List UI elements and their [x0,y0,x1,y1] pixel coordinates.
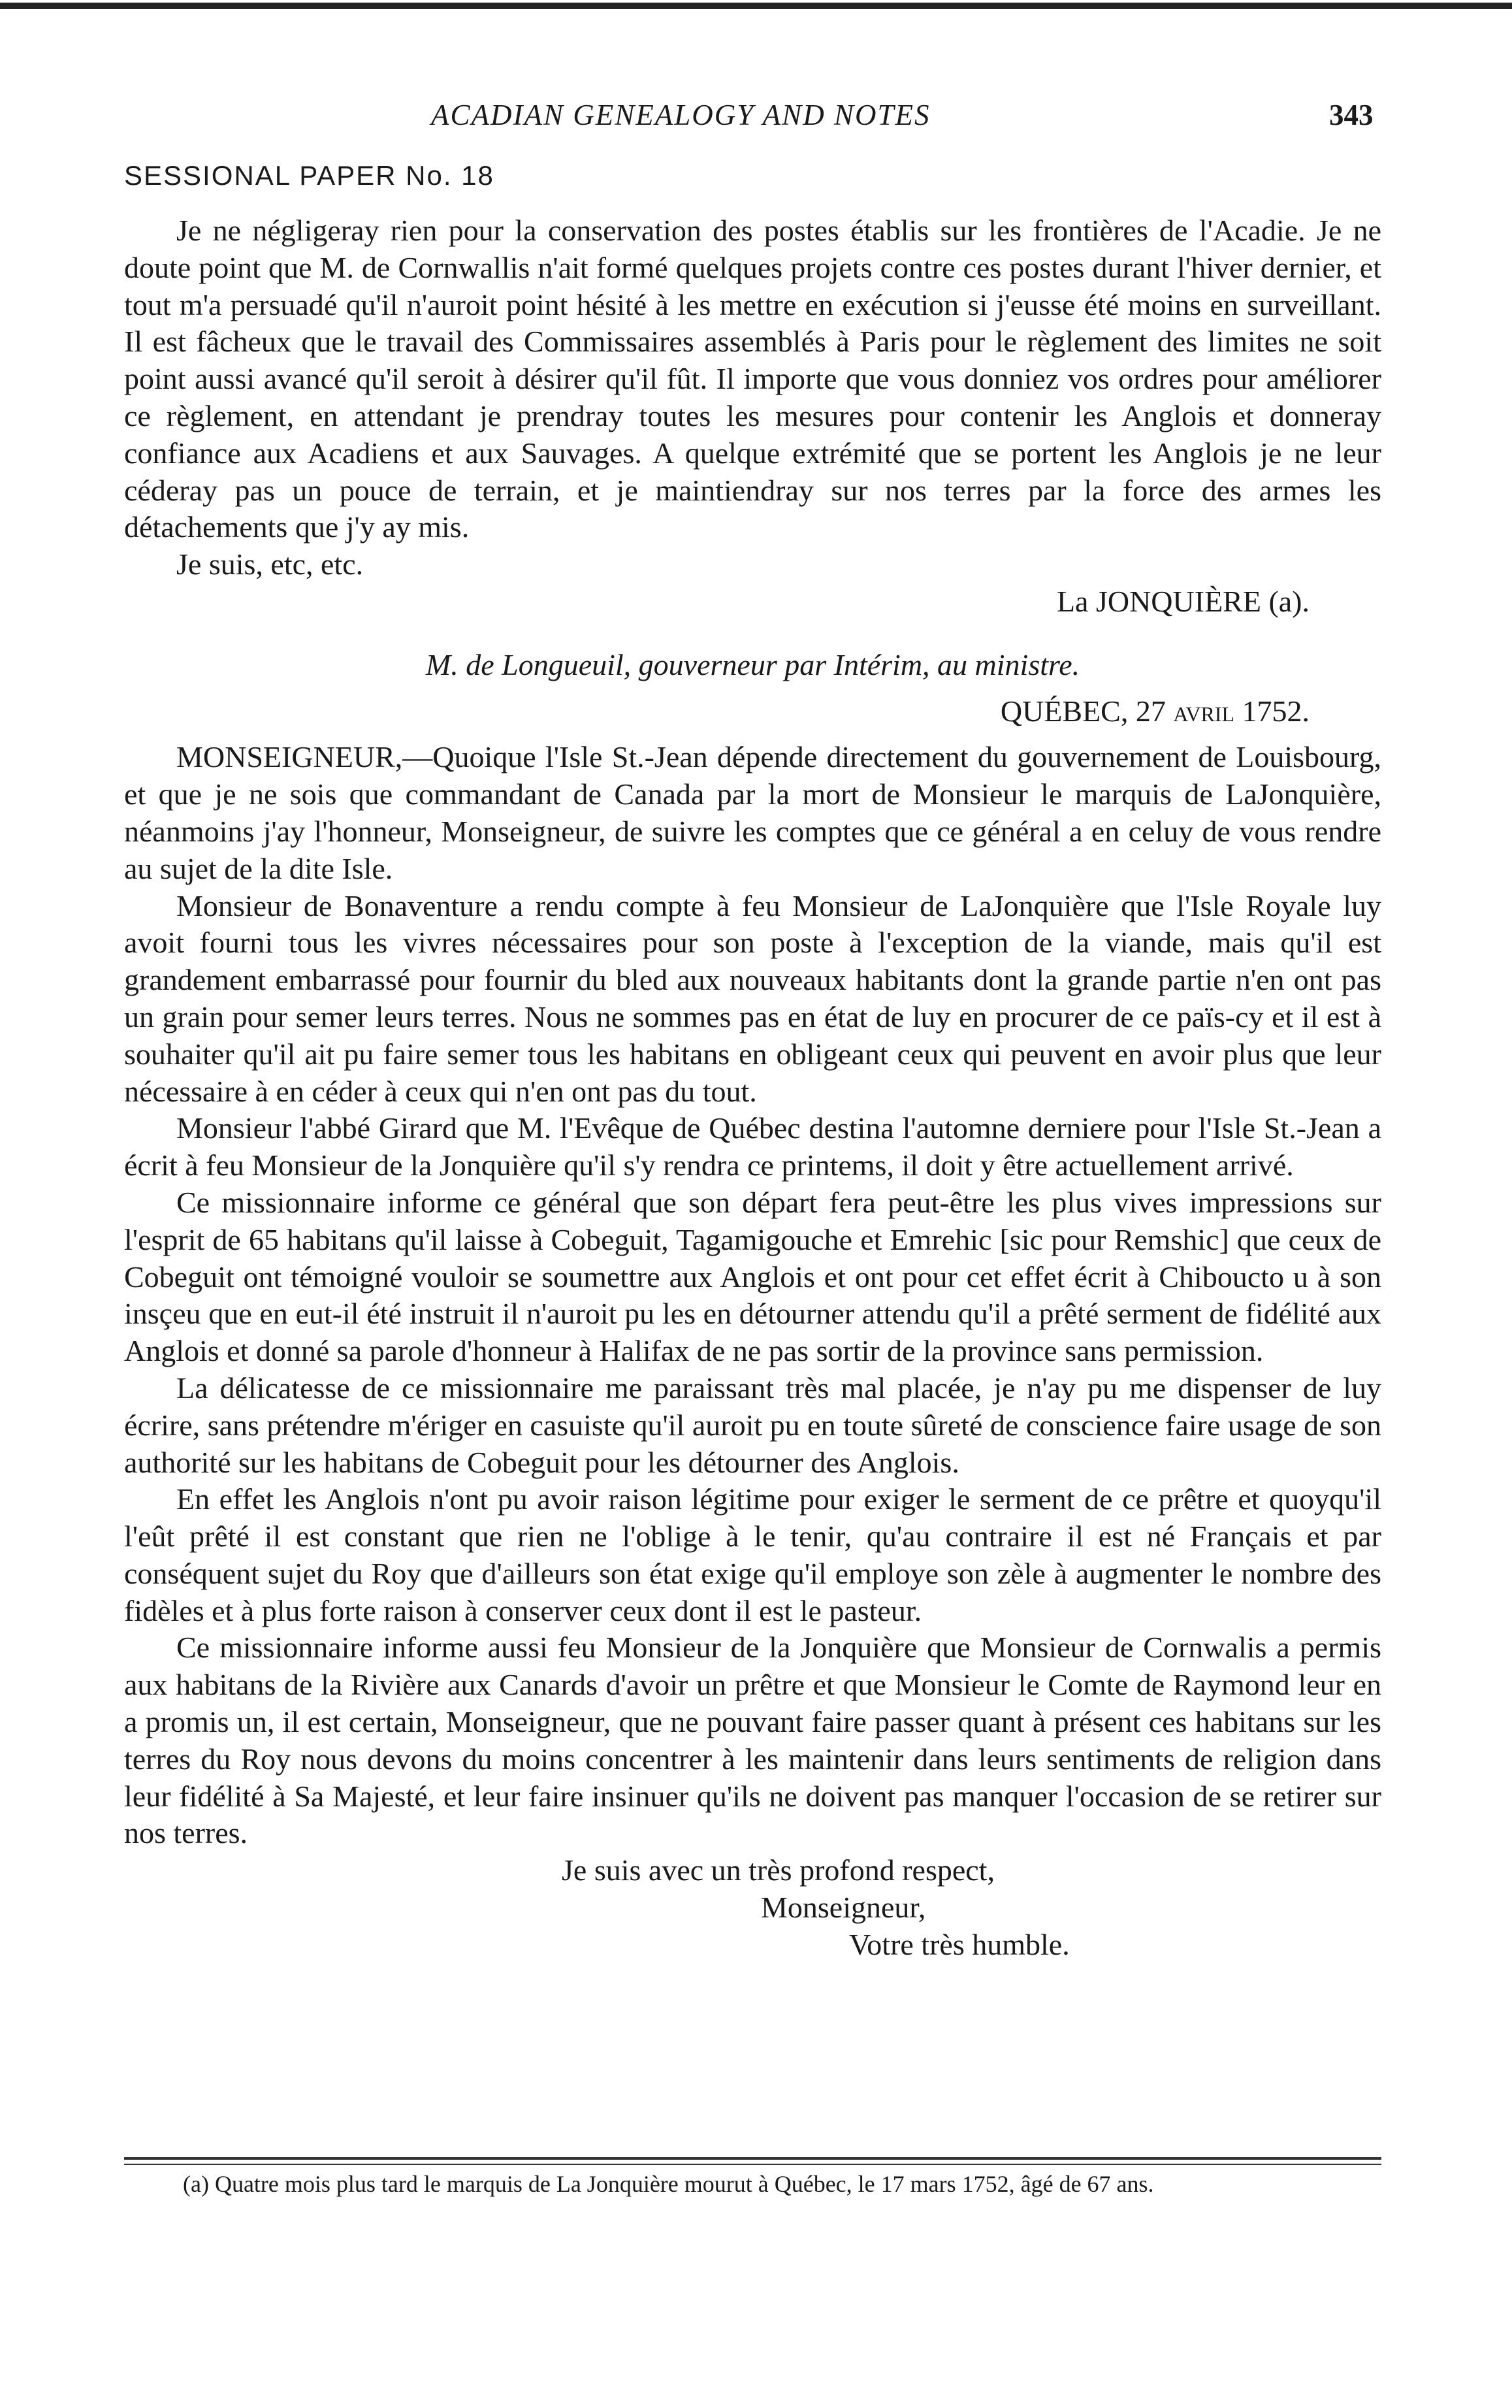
document-body [124,212,1381,1964]
letter2-paragraph-4: Ce missionnaire informe ce général que son départ fera peut-être les plus vives impressions sur l'esprit de 65 habitans qu'il laisse à Cobeguit, Tagamigouche et Emrehic [sic pour Remshic] que ceux de Cobeguit ont témoigné vouloir se soumettre aux Anglois et ont pour cet effet écrit à Chiboucto u à son insçeu que en eut-il été instruit il n'auroit pu les en détourner attendu qu'il a prêté serment de fidélité aux Anglois et donné sa parole d'honneur à Halifax de ne pas sortir de la province sans permission. [124,1185,1381,1368]
letter2-heading: M. de Longueuil, gouverneur par Intérim, au ministre. [425,647,1080,681]
running-head [0,91,1512,144]
letter2-paragraph-1 [124,739,1381,887]
footnote-rule [124,2157,1381,2160]
letter2-dateline [124,693,1381,730]
footnote: (a) Quatre mois plus tard le marquis de La Jonquière mourut à Québec, le 17 mars 1752, âgé de 67 ans. [183,2171,1154,2197]
footnote-rule-thin [124,2164,1381,2165]
letter2-paragraph-7: Ce missionnaire informe aussi feu Monsieur de la Jonquière que Monsieur de Cornwalis a permis aux habitans de la Rivière aux Canards d'avoir un prêtre et que Monsieur le Comte de Raymond leur en a promis un, il est certain, Monseigneur, que ne pouvant faire passer quant à présent ces habitans sur les terres du Roy nous devons du moins concentrer à les maintenir dans leurs sentiments de religion dans leur fidélité à Sa Majesté, et leur faire insinuer qu'ils ne doivent pas manquer l'occasion de se retirer sur nos terres. [124,1631,1381,1850]
paragraph-1-text: —Quoique l'Isle St.-Jean dépende directement du gouvernement de Louisbourg, et que je ne sois que commandant de Canada par la mort de Monsieur le marquis de LaJonquière, néanmoins j'ay l'honneur, Monseigneur, de suivre les comptes que ce général a en celuy de vous rendre au sujet de la dite Isle. [124,740,1381,885]
closing-line-2: Monseigneur, [761,1891,926,1925]
letter1-signature: La JONQUIÈRE (a). [1056,584,1310,618]
letter2-paragraph-5: La délicatesse de ce missionnaire me paraissant très mal placée, je n'ay pu me dispenser de luy écrire, sans prétendre m'ériger en casuiste qu'il auroit pu en toute sûreté de conscience faire usage de son authorité sur les habitans de Cobeguit pour les détourner des Anglois. [124,1371,1381,1479]
closing-line-3: Votre très humble. [849,1927,1070,1961]
letter1-paragraph: Je ne négligeray rien pour la conservation des postes établis sur les frontières de l'Acadie. Je ne doute point que M. de Cornwallis n'ait formé quelques projets contre ces postes durant l'hiver dernier, et tout m'a persuadé qu'il n'auroit point hésité à les mettre en exécution si j'eusse été moins en surveillant. Il est fâcheux que le travail des Commissaires assemblés à Paris pour le règlement des limites ne soit point aussi avancé qu'il seroit à désirer qu'il fût. Il importe que vous donniez vos ordres pour améliorer ce règlement, en attendant je prendray toutes les mesures pour contenir les Anglois et donneray confiance aux Acadiens et aux Sauvages. A quelque extrémité que se portent les Anglois je ne leur céderay pas un pouce de terrain, et je maintiendray sur nos terres par la force des armes les détachements que j'y ay mis. [124,214,1381,544]
running-title: ACADIAN GENEALOGY AND NOTES [431,99,931,131]
letter2-paragraph-3: Monsieur l'abbé Girard que M. l'Evêque de Québec destina l'automne derniere pour l'Isle St.-Jean a écrit à feu Monsieur de la Jonquière qu'il s'y rendra ce printems, il doit y être actuellement arrivé. [124,1111,1381,1182]
letter2-paragraph-2: Monsieur de Bonaventure a rendu compte à feu Monsieur de LaJonquière que l'Isle Royale luy avoit fourni tous les vivres nécessaires pour son poste à l'exception de la viande, mais qu'il est grandement embarrassé pour fournir du bled aux nouveaux habitants dont la grande partie n'en ont pas un grain pour semer leurs terres. Nous ne sommes pas en état de luy en procurer de ce païs-cy et il est à souhaiter qu'il ait pu faire semer tous les habitans en obligeant ceux qui peuvent en avoir plus que leur nécessaire à en céder à ceux qui n'en ont pas du tout. [124,888,1381,1108]
salutation: MONSEIGNEUR, [176,740,403,774]
closing-line-1: Je suis avec un très profond respect, [562,1853,995,1887]
letter1-closing: Je suis, etc, etc. [176,547,364,581]
sessional-paper-label: SESSIONAL PAPER No. 18 [124,160,494,191]
dateline-text: QUÉBEC, 27 avril 1752. [1000,694,1310,728]
letter2-closing [124,1852,1381,1963]
page-number: 343 [1329,99,1374,131]
top-border-rule [0,3,1512,9]
letter2-paragraph-6: En effet les Anglois n'ont pu avoir raison légitime pour exiger le serment de ce prêtre et quoyqu'il l'eût prêté il est constant que rien ne l'oblige à le tenir, qu'au contraire il est né Français et par conséquent sujet du Roy que d'ailleurs son état exige qu'il employe son zèle à augmenter le nombre des fidèles et à plus forte raison à conserver ceux dont il est le pasteur. [124,1482,1381,1627]
